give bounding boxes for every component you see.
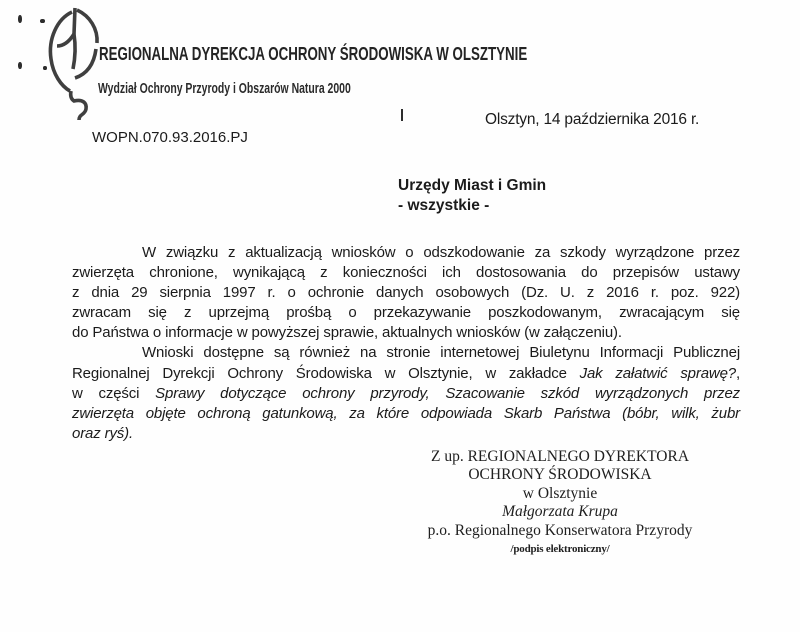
body-line [72, 323, 740, 343]
place-date: Olsztyn, 14 października 2016 r. [485, 111, 700, 128]
body-line [72, 303, 740, 323]
body-segment: Regionalnej Dyrekcji Ochrony Środowiska w Olsztynie, w zakładce [72, 364, 580, 382]
body-line [72, 424, 740, 444]
body-segment: w części [72, 384, 156, 402]
scan-speck [18, 15, 22, 23]
body-segment-italic: Sprawy dotyczące ochrony przyrody, Szacowanie szkód wyrządzonych przez [155, 384, 740, 402]
signature-block [409, 448, 711, 558]
body-line [72, 343, 740, 363]
body-segment: , [735, 364, 740, 382]
org-department: Wydział Ochrony Przyrody i Obszarów Natura 2000 [98, 81, 351, 97]
signature-authority-line-1: Z up. REGIONALNEGO DYREKTORA [430, 448, 690, 465]
letter-body [72, 243, 740, 444]
body-line [72, 404, 740, 424]
body-segment: do Państwa o informacje w powyższej sprawie, aktualnych wniosków (w załączeniu). [72, 324, 622, 342]
body-line [72, 384, 740, 404]
addressee-block [398, 176, 546, 216]
electronic-signature-note: /podpis elektroniczny/ [510, 543, 610, 556]
signatory-title: p.o. Regionalnego Konserwatora Przyrody [427, 521, 693, 539]
body-segment-italic: oraz ryś). [72, 424, 134, 442]
body-segment: z dnia 29 sierpnia 1997 r. o ochronie danych osobowych (Dz. U. z 2016 r. poz. 922) [72, 284, 740, 302]
body-segment: zwierzęta chronione, wynikającą z konieczności ich dostosowania do przepisów ustawy [72, 264, 740, 282]
rdos-leaf-logo-icon [44, 6, 104, 122]
signature-location: w Olsztynie [522, 484, 598, 502]
scan-speck [401, 109, 403, 121]
body-line [72, 263, 740, 283]
reference-number: WOPN.070.93.2016.PJ [92, 129, 248, 146]
body-segment: W związku z aktualizacją wniosków o odszkodowanie za szkody wyrządzone przez [142, 244, 740, 261]
body-line [72, 243, 740, 263]
signatory-name: Małgorzata Krupa [502, 503, 618, 521]
body-segment: Wnioski dostępne są również na stronie internetowej Biuletynu Informacji Publicznej [142, 344, 740, 362]
body-segment-italic: Jak załatwić sprawę? [579, 364, 736, 382]
body-segment-italic: zwierzęta objęte ochroną gatunkową, za które odpowiada Skarb Państwa (bóbr, wilk, żubr [72, 404, 740, 422]
body-line [72, 283, 740, 303]
body-segment: zwracam się z uprzejmą prośbą o przekazywanie poszkodowanym, zwracającym się [72, 304, 740, 322]
scan-speck [18, 62, 22, 69]
addressee-line-2: - wszystkie - [398, 197, 490, 214]
body-line [72, 364, 740, 384]
org-name: REGIONALNA DYREKCJA OCHRONY ŚRODOWISKA W OLSZTYNIE [99, 43, 528, 64]
addressee-line-1: Urzędy Miast i Gmin [398, 177, 547, 194]
signature-authority-line-2: OCHRONY ŚRODOWISKA [468, 466, 652, 484]
